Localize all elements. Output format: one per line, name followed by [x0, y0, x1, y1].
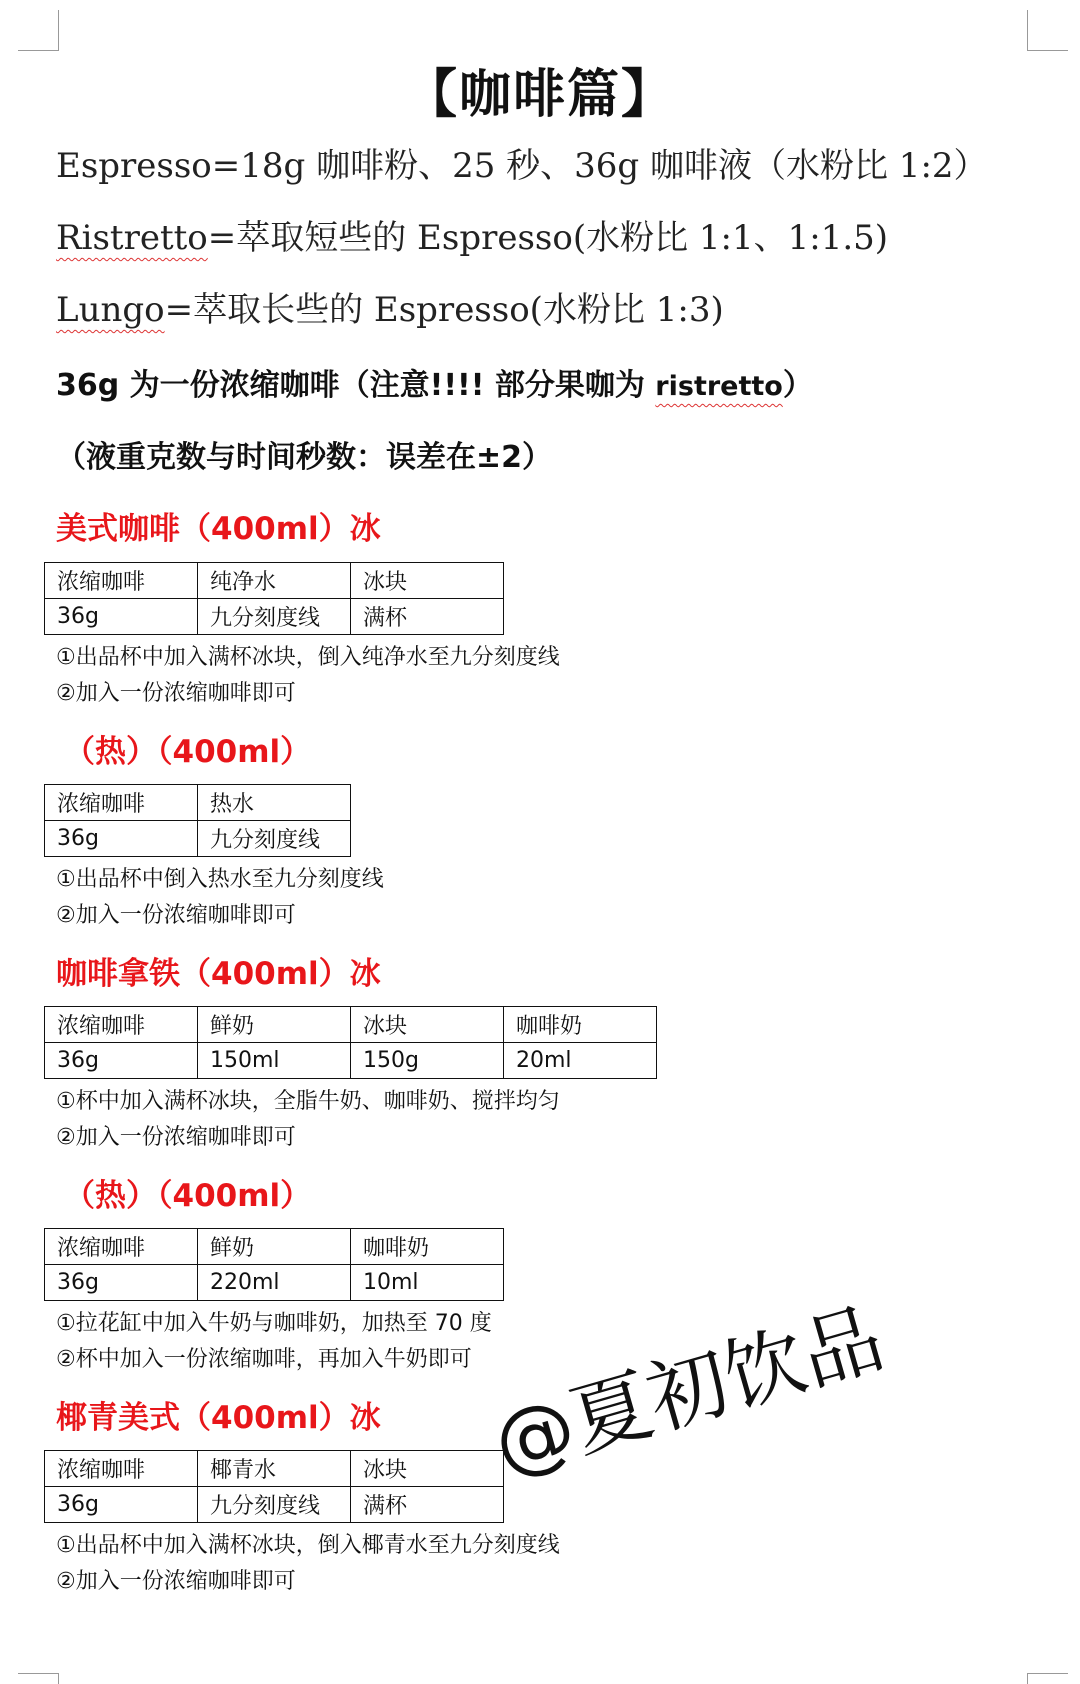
note-shot-size-text: 36g 为一份浓缩咖啡（注意!!!! 部分果咖为 [56, 368, 656, 403]
section-heading: （热）（400ml） [64, 734, 312, 770]
table-header-row [45, 1229, 504, 1265]
ristretto-definition [56, 210, 888, 259]
note-tolerance: （液重克数与时间秒数：误差在±2） [56, 440, 553, 475]
table-cell: 36g [45, 1265, 198, 1301]
table-row [45, 1487, 504, 1523]
table-header-row [45, 785, 351, 821]
recipe-table [44, 562, 504, 635]
step-item: ②加入一份浓缩咖啡即可 [56, 681, 296, 706]
section-heading: 咖啡拿铁（400ml）冰 [56, 956, 381, 992]
table-header-row [45, 1007, 657, 1043]
table-cell: 冰块 [351, 563, 504, 599]
table-cell: 椰青水 [198, 1451, 351, 1487]
step-item: ①出品杯中倒入热水至九分刻度线 [56, 867, 384, 892]
table-cell: 鲜奶 [198, 1007, 351, 1043]
recipe-table [44, 1228, 504, 1301]
page-title: 【咖啡篇】 [404, 64, 675, 125]
table-header-row [45, 1451, 504, 1487]
table-cell: 150g [351, 1043, 504, 1079]
table-cell: 浓缩咖啡 [45, 785, 198, 821]
page-corner-mark [1027, 1673, 1068, 1684]
table-cell: 九分刻度线 [198, 1487, 351, 1523]
section-heading: 椰青美式（400ml）冰 [56, 1400, 381, 1436]
table-cell: 九分刻度线 [198, 599, 351, 635]
table-cell: 20ml [504, 1043, 657, 1079]
table-cell: 10ml [351, 1265, 504, 1301]
page-corner-mark [18, 10, 59, 51]
table-cell: 150ml [198, 1043, 351, 1079]
page-corner-mark [1027, 10, 1068, 51]
section-heading: 美式咖啡（400ml）冰 [56, 511, 381, 547]
lungo-text: =萃取长些的 Espresso(水粉比 1:3) [164, 290, 724, 330]
table-cell: 咖啡奶 [351, 1229, 504, 1265]
table-cell: 220ml [198, 1265, 351, 1301]
ristretto-term: ristretto [655, 371, 783, 402]
table-cell: 纯净水 [198, 563, 351, 599]
table-header-row [45, 563, 504, 599]
note-shot-size-end: ） [782, 368, 813, 403]
table-cell: 鲜奶 [198, 1229, 351, 1265]
table-cell: 浓缩咖啡 [45, 1229, 198, 1265]
table-cell: 冰块 [351, 1007, 504, 1043]
step-item: ①拉花缸中加入牛奶与咖啡奶，加热至 70 度 [56, 1311, 492, 1336]
step-item: ①杯中加入满杯冰块，全脂牛奶、咖啡奶、搅拌均匀 [56, 1089, 560, 1114]
page-corner-mark [18, 1673, 59, 1684]
note-shot-size [56, 360, 813, 404]
table-row [45, 1043, 657, 1079]
table-cell: 满杯 [351, 599, 504, 635]
recipe-table [44, 784, 351, 857]
step-item: ①出品杯中加入满杯冰块，倒入椰青水至九分刻度线 [56, 1533, 560, 1558]
step-item: ②杯中加入一份浓缩咖啡，再加入牛奶即可 [56, 1347, 472, 1372]
table-cell: 浓缩咖啡 [45, 1007, 198, 1043]
table-cell: 36g [45, 1043, 198, 1079]
step-item: ②加入一份浓缩咖啡即可 [56, 1125, 296, 1150]
watermark: @夏初饮品 [483, 1291, 894, 1492]
step-item: ①出品杯中加入满杯冰块，倒入纯净水至九分刻度线 [56, 645, 560, 670]
table-cell: 冰块 [351, 1451, 504, 1487]
table-row [45, 599, 504, 635]
ristretto-text: =萃取短些的 Espresso(水粉比 1:1、1:1.5) [207, 218, 889, 258]
table-cell: 九分刻度线 [198, 821, 351, 857]
table-row [45, 1265, 504, 1301]
table-cell: 浓缩咖啡 [45, 1451, 198, 1487]
ristretto-term: Ristretto [56, 218, 208, 258]
section-heading: （热）（400ml） [64, 1178, 312, 1214]
step-item: ②加入一份浓缩咖啡即可 [56, 903, 296, 928]
recipe-table [44, 1450, 504, 1523]
lungo-term: Lungo [56, 290, 165, 330]
table-cell: 36g [45, 1487, 198, 1523]
step-item: ②加入一份浓缩咖啡即可 [56, 1569, 296, 1594]
table-cell: 36g [45, 821, 198, 857]
espresso-definition: Espresso=18g 咖啡粉、25 秒、36g 咖啡液（水粉比 1:2） [56, 146, 988, 186]
lungo-definition [56, 282, 724, 331]
table-cell: 浓缩咖啡 [45, 563, 198, 599]
table-cell: 咖啡奶 [504, 1007, 657, 1043]
table-cell: 热水 [198, 785, 351, 821]
recipe-table [44, 1006, 657, 1079]
table-cell: 36g [45, 599, 198, 635]
table-cell: 满杯 [351, 1487, 504, 1523]
table-row [45, 821, 351, 857]
